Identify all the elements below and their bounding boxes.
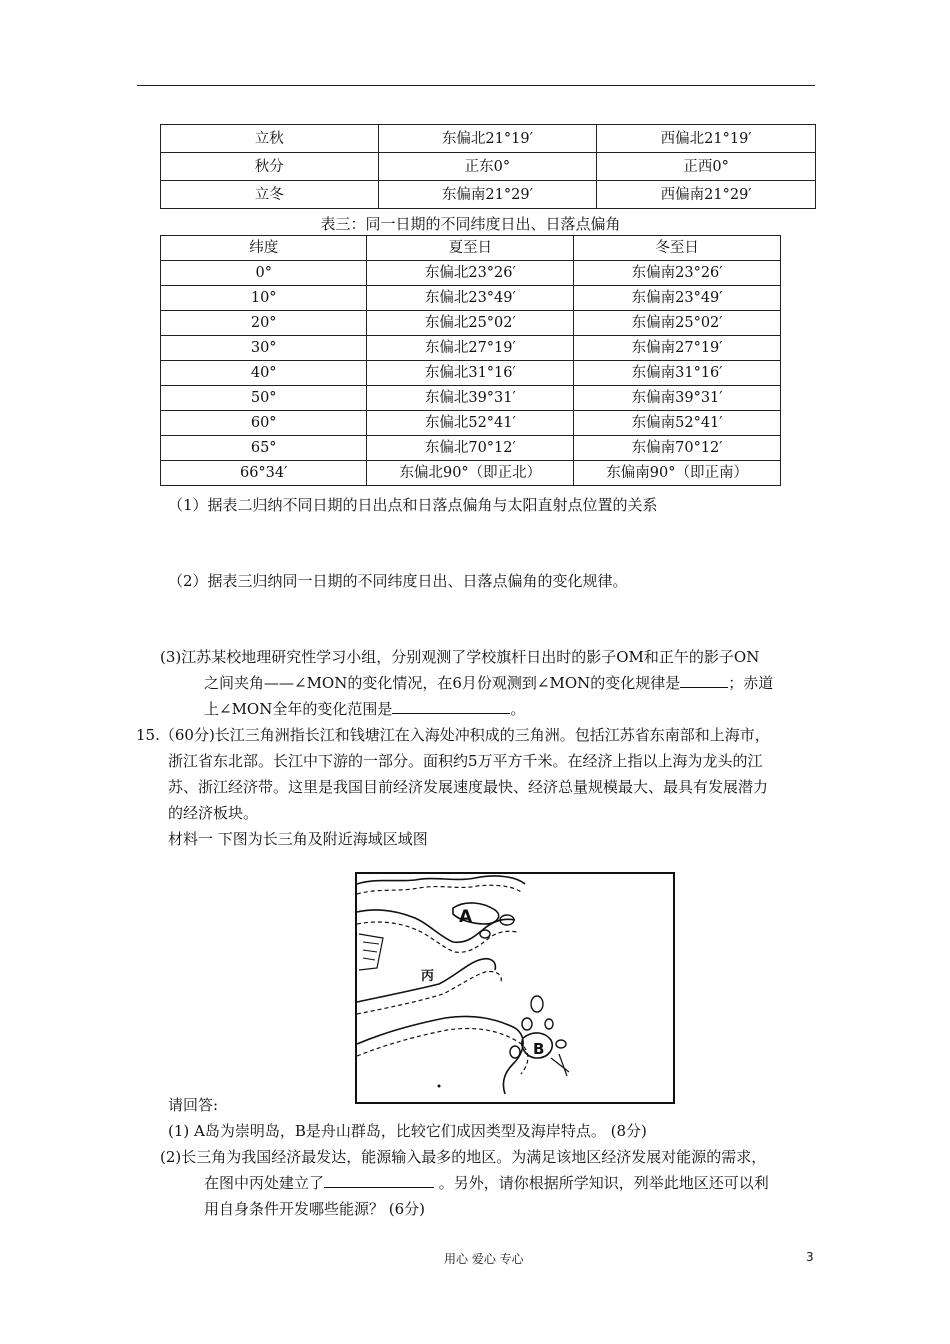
table-cell: 立冬 bbox=[161, 181, 379, 209]
table-cell: 东偏南39°31′ bbox=[574, 386, 781, 411]
table-row bbox=[161, 436, 781, 461]
question-15-2-line1: (2)长三角为我国经济最发达，能源输入最多的地区。为满足该地区经济发展对能源的需求， bbox=[160, 1148, 767, 1166]
table-row bbox=[161, 461, 781, 486]
question-15-line3: 苏、浙江经济带。这里是我国目前经济发展速度最快、经济总量规模最大、最具有发展潜力 bbox=[168, 778, 769, 796]
header-latitude: 纬度 bbox=[161, 236, 367, 261]
page-number: 3 bbox=[806, 1250, 814, 1264]
table-two bbox=[160, 124, 816, 209]
table-cell: 东偏南52°41′ bbox=[574, 411, 781, 436]
table-cell: 东偏南25°02′ bbox=[574, 311, 781, 336]
table-header-row bbox=[161, 236, 781, 261]
table-cell: 西偏北21°19′ bbox=[597, 125, 816, 153]
table-cell: 东偏南70°12′ bbox=[574, 436, 781, 461]
table-cell: 正东0° bbox=[378, 153, 597, 181]
question-15-2-line2: 在图中丙处建立了 。另外，请你根据所学知识，列举此地区还可以利 bbox=[204, 1170, 804, 1196]
question-15-1: (1) A岛为崇明岛，B是舟山群岛，比较它们成因类型及海岸特点。 (8分) bbox=[168, 1122, 647, 1140]
label-a: A bbox=[459, 907, 473, 927]
question-14-1: （1）据表二归纳不同日期的日出点和日落点偏角与太阳直射点位置的关系 bbox=[168, 496, 658, 514]
table-cell: 东偏北31°16′ bbox=[367, 361, 574, 386]
table-cell: 东偏北23°49′ bbox=[367, 286, 574, 311]
table-cell: 60° bbox=[161, 411, 367, 436]
answer-blank-1[interactable] bbox=[680, 671, 728, 688]
table-row bbox=[161, 411, 781, 436]
table-row bbox=[161, 261, 781, 286]
answer-blank-2[interactable] bbox=[392, 697, 510, 714]
table-cell: 秋分 bbox=[161, 153, 379, 181]
question-15-line4: 的经济板块。 bbox=[168, 804, 259, 822]
table-cell: 东偏北39°31′ bbox=[367, 386, 574, 411]
table-cell: 东偏南23°26′ bbox=[574, 261, 781, 286]
table-cell: 东偏南21°29′ bbox=[378, 181, 597, 209]
table-cell: 立秋 bbox=[161, 125, 379, 153]
table-row bbox=[161, 336, 781, 361]
answer-prompt: 请回答: bbox=[168, 1096, 219, 1114]
table-three bbox=[160, 235, 781, 486]
table-cell: 20° bbox=[161, 311, 367, 336]
question-14-2: （2）据表三归纳同一日期的不同纬度日出、日落点偏角的变化规律。 bbox=[168, 572, 628, 590]
table-cell: 东偏北90°（即正北） bbox=[367, 461, 574, 486]
table-cell: 65° bbox=[161, 436, 367, 461]
label-bing: 丙 bbox=[421, 969, 435, 984]
map-frame bbox=[356, 873, 674, 1103]
table-cell: 东偏南90°（即正南） bbox=[574, 461, 781, 486]
table-cell: 东偏北25°02′ bbox=[367, 311, 574, 336]
question-14-3-line2: 之间夹角——∠MON的变化情况，在6月份观测到∠MON的变化规律是 ；赤道 bbox=[204, 670, 804, 696]
header-winter-solstice: 冬至日 bbox=[574, 236, 781, 261]
table-cell: 50° bbox=[161, 386, 367, 411]
question-14-3-line1: (3)江苏某校地理研究性学习小组，分别观测了学校旗杆日出时的影子OM和正午的影子ON bbox=[160, 648, 760, 666]
table-three-caption: 表三：同一日期的不同纬度日出、日落点偏角 bbox=[320, 215, 621, 233]
material-one-caption: 材料一 下图为长三角及附近海域区域图 bbox=[168, 830, 428, 848]
table-cell: 东偏南31°16′ bbox=[574, 361, 781, 386]
yangtze-delta-map bbox=[355, 872, 675, 1104]
table-row bbox=[161, 181, 816, 209]
question-14-3-line3: 上∠MON全年的变化范围是 。 bbox=[204, 696, 804, 722]
question-15-line2: 浙江省东北部。长江中下游的一部分。面积约5万平方千米。在经济上指以上海为龙头的江 bbox=[168, 752, 763, 770]
table-cell: 正西0° bbox=[597, 153, 816, 181]
table-row bbox=[161, 125, 816, 153]
table-cell: 10° bbox=[161, 286, 367, 311]
map-dot bbox=[438, 1085, 441, 1088]
label-b: B bbox=[533, 1040, 545, 1058]
table-cell: 30° bbox=[161, 336, 367, 361]
table-cell: 东偏南27°19′ bbox=[574, 336, 781, 361]
table-cell: 东偏北27°19′ bbox=[367, 336, 574, 361]
table-cell: 东偏北23°26′ bbox=[367, 261, 574, 286]
table-row bbox=[161, 361, 781, 386]
footer-slogan: 用心 爱心 专心 bbox=[444, 1252, 524, 1266]
question-15-line1: 15.（60分)长江三角洲指长江和钱塘江在入海处冲积成的三角洲。包括江苏省东南部和上海市， bbox=[136, 726, 770, 744]
answer-blank-3[interactable] bbox=[324, 1171, 434, 1188]
header-summer-solstice: 夏至日 bbox=[367, 236, 574, 261]
table-cell: 东偏北52°41′ bbox=[367, 411, 574, 436]
table-row bbox=[161, 386, 781, 411]
table-cell: 东偏北21°19′ bbox=[378, 125, 597, 153]
header-rule bbox=[137, 85, 815, 86]
table-cell: 东偏北70°12′ bbox=[367, 436, 574, 461]
table-cell: 0° bbox=[161, 261, 367, 286]
table-row bbox=[161, 153, 816, 181]
table-row bbox=[161, 311, 781, 336]
table-row bbox=[161, 286, 781, 311]
table-cell: 66°34′ bbox=[161, 461, 367, 486]
question-15-2-line3: 用自身条件开发哪些能源？ (6分) bbox=[204, 1200, 426, 1218]
table-cell: 40° bbox=[161, 361, 367, 386]
table-cell: 东偏南23°49′ bbox=[574, 286, 781, 311]
table-cell: 西偏南21°29′ bbox=[597, 181, 816, 209]
